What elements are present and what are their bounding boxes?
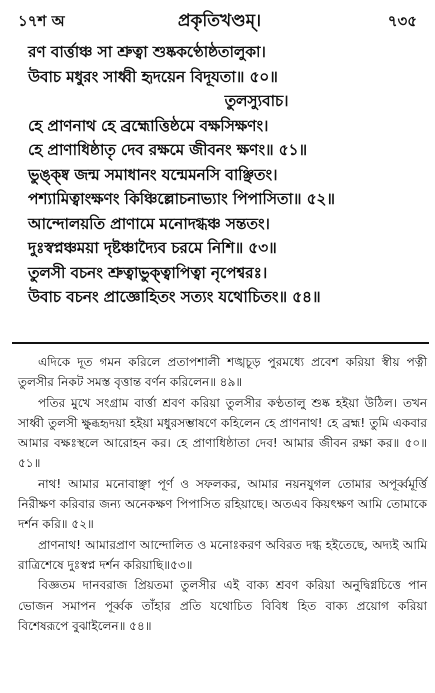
verse-line: হে প্রাণাধিষ্ঠাতৃ দেব রক্ষমে জীবনং ক্ষণং॥ ৫১॥ — [28, 141, 307, 159]
verse-line: উবাচ মধুরং সাধ্বী হৃদয়েন বিদূযতা॥ ৫০॥ — [28, 67, 278, 86]
verse-line: তুলসী বচনং শ্রুত্বাভুক্ত্বাপিত্বা নৃপেশ্বরঃ। — [28, 263, 268, 282]
translation-paragraph: প্রাণনাথ! আমারপ্রাণ আন্দোলিত ও মনোঃকরণ অবিরত দগ্ধ হইতেছে, অদ্যই আমি রাত্রিশেষে দুঃস্বপ্ন দর্শন করিয়াছি॥৫৩॥ — [18, 537, 427, 572]
bengali-translation — [18, 352, 427, 636]
speaker-heading: তুলস্যুবাচ। — [224, 92, 289, 110]
page-title: প্রকৃতিখণ্ডম্। — [177, 11, 262, 31]
verse-line: দুঃস্বপ্নঞ্চময়া দৃষ্টঞ্চাদ্যৈব চরমে নিশি॥ ৫৩॥ — [28, 239, 277, 257]
sanskrit-verses — [28, 40, 425, 310]
translation-paragraph: নাথ! আমার মনোবাঞ্ছা পূর্ণ ও সফলকর, আমার নয়নযুগল তোমার অপূর্ব্বমূর্ত্তি নিরীক্ষণ করিবার জন্য অনেকক্ষণ পিপাসিত রহিয়াছে। অতএব কিয়ৎক্ষণ আমি তোমাকে দর্শন করি॥ ৫২॥ — [18, 476, 427, 532]
page-header — [18, 8, 421, 34]
verse-line: ভুঙ্ক্ষ্ব জন্ম সমাধানং যন্মেমনসি বাঞ্ছিতং। — [28, 165, 278, 184]
verse-line: রণ বার্ত্তাঞ্চ সা শ্রুত্বা শুষ্ককণ্ঠোষ্ঠতালুকা। — [28, 43, 266, 61]
page-number: ৭৩৫ — [387, 12, 417, 30]
translation-paragraph: বিজ্ঞতম দানবরাজ প্রিয়তমা তুলসীর এই বাক্য শ্রবণ করিয়া অনুদ্বিগ্নচিত্তে পান ভোজন সমাপন পূর্ব্বক তাঁহার প্রতি যথোচিত বিবিধ হিত বাক্য প্রয়োগ করিয়া বিশেষরূপে বুঝাইলেন॥ ৫৪॥ — [18, 578, 427, 633]
translation-paragraph: এদিকে দূত গমন করিলে প্রতাপশালী শঙ্খচূড় পুরমধ্যে প্রবেশ করিয়া স্বীয় পত্নী তুলসীর নিকট সমস্ত বৃত্তান্ত বর্ণন করিলেন॥ ৪৯॥ — [18, 355, 427, 390]
verse-line: হে প্রাণনাথ হে ব্রহ্মোত্তিষ্ঠমে বক্ষসিক্ষণং। — [28, 116, 269, 135]
chapter-label: ১৭শ অ — [18, 12, 65, 30]
verse-line: পশ্যামিত্বাংক্ষণং কিঞ্চিল্লোচনাভ্যাং পিপাসিতা॥ ৫২॥ — [28, 190, 335, 208]
translation-paragraph: পতির মুখে সংগ্রাম বার্ত্তা শ্রবণ করিয়া তুলসীর কণ্ঠতালু শুষ্ক হইয়া উঠিল। তখন সাধ্বী তুলসী ক্ষুব্ধহৃদয়া হইয়া মধুরসম্ভাষণে কহিলেন হে প্রাণনাথ! হে ব্রহ্ম! তুমি একবার আমার বক্ষঃস্থলে আরোহন কর। হে প্রাণাধিষ্ঠাতা দেব! আমার জীবন রক্ষা কর॥ ৫০॥ ৫১॥ — [18, 395, 427, 471]
verse-line: আন্দোলয়তি প্রাণামে মনোদগ্ধঞ্চ সন্ততং। — [28, 214, 270, 233]
verse-line: উবাচ বচনং প্রাজ্ঞোহিতং সত্যং যথোচিতং॥ ৫৪॥ — [28, 288, 321, 306]
section-divider — [12, 342, 429, 344]
